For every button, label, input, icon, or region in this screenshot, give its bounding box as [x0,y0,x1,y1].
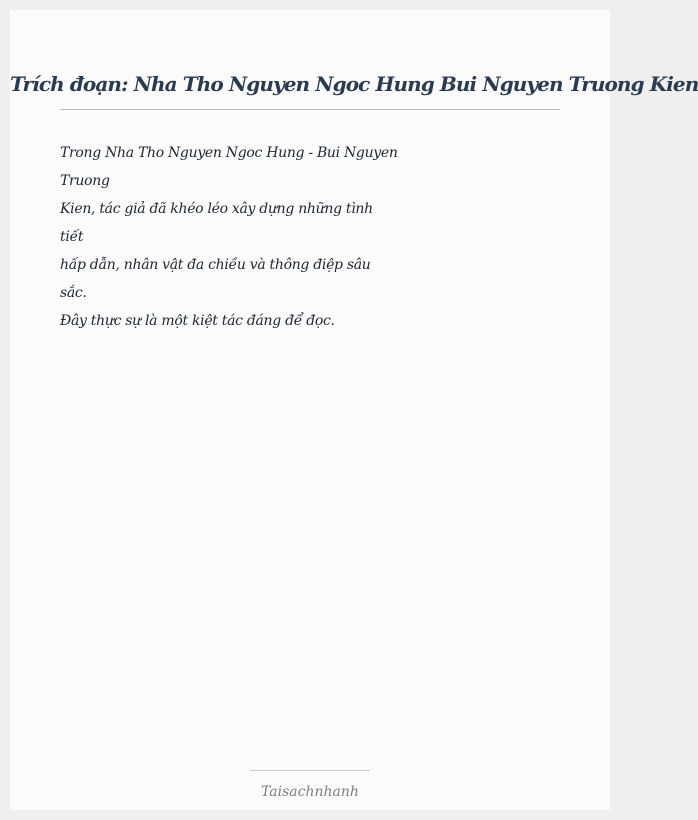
excerpt-body [60,142,420,338]
body-line: sắc. [60,285,87,301]
footer-source: Taisachnhanh [261,784,359,800]
document-page [10,10,698,810]
title-divider [60,109,560,110]
body-line: tiết [60,229,84,245]
body-line: Trong Nha Tho Nguyen Ngoc Hung - Bui Nguyen [60,145,398,161]
body-line: Truong [60,173,110,189]
footer-divider [250,770,370,771]
body-line: Đây thực sự là một kiệt tác đáng để đọc. [60,313,335,329]
body-line: hấp dẫn, nhân vật đa chiều và thông điệp sâu [60,257,371,273]
page-title: Trích đoạn: Nha Tho Nguyen Ngoc Hung Bui Nguyen Truong Kien [10,72,698,96]
body-line: Kien, tác giả đã khéo léo xây dựng những tình [60,201,373,217]
